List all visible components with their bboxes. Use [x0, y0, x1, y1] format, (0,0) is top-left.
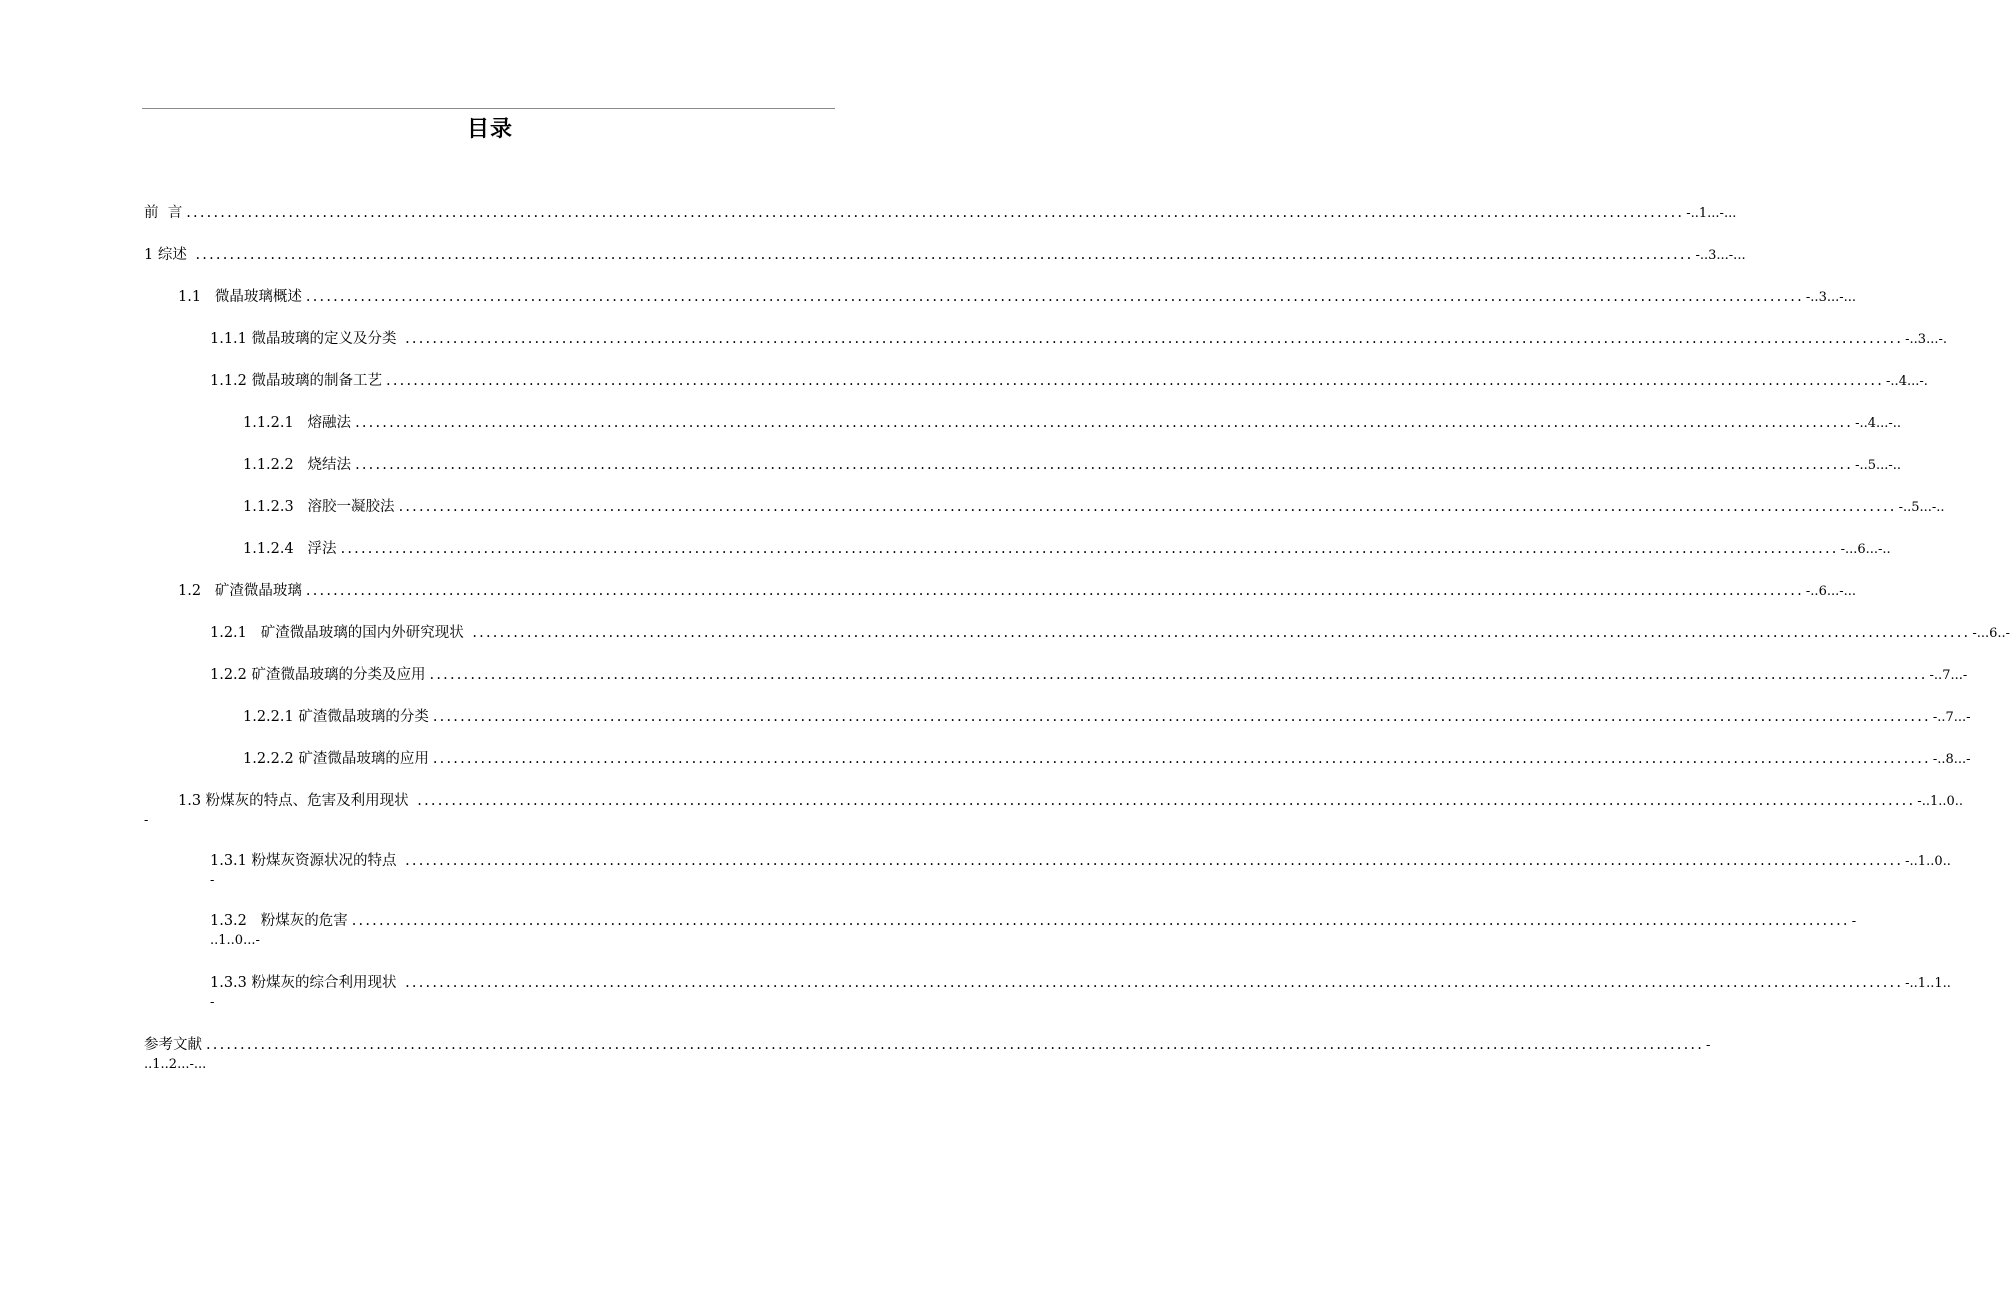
- toc-page-number: -: [1851, 914, 1857, 929]
- toc-entry[interactable]: [243, 410, 1902, 437]
- toc-dot-leader: ............................................................................................................................................................................................................................: [386, 373, 1885, 389]
- toc-page-number: -..3...-...: [1805, 290, 1857, 305]
- toc-entry[interactable]: [210, 368, 1928, 395]
- toc-entry[interactable]: [178, 284, 1857, 311]
- toc-page-number: -...6..-: [1972, 626, 2010, 641]
- toc-entry-label: 1.2.2.1 矿渣微晶玻璃的分类: [243, 709, 429, 725]
- toc-dot-leader: ............................................................................................................................................................................................................................: [355, 415, 1854, 431]
- toc-entry-label: 参考文献: [144, 1037, 202, 1053]
- toc-entry-label: 1.2.1 矿渣微晶玻璃的国内外研究现状: [210, 625, 469, 641]
- toc-dot-leader: ............................................................................................................................................................................................................................: [206, 1037, 1705, 1053]
- toc-dot-leader: ............................................................................................................................................................................................................................: [405, 853, 1904, 869]
- toc-page-number: -..5...-..: [1855, 458, 1902, 473]
- toc-page-number: -..1...-...: [1686, 206, 1737, 221]
- toc-page-number: -..7...-: [1932, 710, 1971, 725]
- toc-entry[interactable]: [144, 200, 1737, 227]
- toc-entry[interactable]: [144, 1032, 1711, 1072]
- toc-page-number: -..1..1..: [1905, 976, 1951, 991]
- toc-entry[interactable]: [210, 662, 1968, 689]
- toc-entry[interactable]: [210, 970, 1951, 1010]
- toc-page-number: -..5...-..: [1898, 500, 1945, 515]
- toc-entry-label: 1.1.2.2 烧结法: [243, 457, 352, 473]
- toc-page-number: -..3...-...: [1695, 248, 1746, 263]
- toc-entry-label: 1.1.2.4 浮法: [243, 541, 337, 557]
- header-rule: [142, 108, 835, 109]
- toc-entry[interactable]: [243, 536, 1891, 563]
- toc-entry[interactable]: [210, 908, 1857, 948]
- toc-page-number: -..1..0..: [1917, 794, 1964, 809]
- toc-dot-leader: ............................................................................................................................................................................................................................: [398, 499, 1897, 515]
- toc-entry[interactable]: [243, 452, 1902, 479]
- toc-entry-label: 1.3.3 粉煤灰的综合利用现状: [210, 975, 402, 991]
- toc-dot-leader: ............................................................................................................................................................................................................................: [432, 709, 1931, 725]
- toc-page-number: -..3...-.: [1905, 332, 1947, 347]
- toc-page-number-continued: ..1..2...-...: [144, 1057, 207, 1072]
- toc-entry-label: 前 言: [144, 205, 183, 221]
- toc-entry[interactable]: [210, 848, 1951, 888]
- toc-dot-leader: ............................................................................................................................................................................................................................: [355, 457, 1854, 473]
- toc-entry[interactable]: [178, 578, 1857, 605]
- toc-entry-label: 1.1 微晶玻璃概述: [178, 289, 302, 305]
- toc-entry-label: 1.1.2.3 溶胶一凝胶法: [243, 499, 395, 515]
- toc-page-number: -..8...-: [1932, 752, 1971, 767]
- toc-dot-leader: ............................................................................................................................................................................................................................: [305, 289, 1804, 305]
- toc-entry-label: 1.3.1 粉煤灰资源状况的特点: [210, 853, 402, 869]
- toc-entry-label: 1 综述: [144, 247, 192, 263]
- toc-page-number-continued: -: [210, 995, 215, 1010]
- toc-page-number-continued: -: [144, 813, 149, 828]
- toc-entry-label: 1.3.2 粉煤灰的危害: [210, 913, 348, 929]
- toc-entry-label: 1.1.2.1 熔融法: [243, 415, 352, 431]
- toc-dot-leader: ............................................................................................................................................................................................................................: [351, 913, 1850, 929]
- toc-dot-leader: ............................................................................................................................................................................................................................: [472, 625, 1971, 641]
- page-title: 目录: [466, 117, 513, 142]
- toc-entry-label: 1.2 矿渣微晶玻璃: [178, 583, 302, 599]
- toc-entry[interactable]: [144, 242, 1746, 269]
- toc-page-number: -..1..0..: [1905, 854, 1951, 869]
- toc-entry[interactable]: [144, 788, 1964, 828]
- toc-entry-label: 1.2.2 矿渣微晶玻璃的分类及应用: [210, 667, 426, 683]
- toc-dot-leader: ............................................................................................................................................................................................................................: [305, 583, 1804, 599]
- toc-page-number-continued: -: [210, 873, 215, 888]
- toc-page-number: -..4...-.: [1886, 374, 1928, 389]
- toc-entry-label: 1.1.1 微晶玻璃的定义及分类: [210, 331, 402, 347]
- toc-entry-label: 1.2.2.2 矿渣微晶玻璃的应用: [243, 751, 429, 767]
- toc-page-number: -..6...-...: [1805, 584, 1857, 599]
- toc-page-number: -: [1706, 1038, 1711, 1053]
- toc-entry-label: 1.1.2 微晶玻璃的制备工艺: [210, 373, 383, 389]
- toc-dot-leader: ............................................................................................................................................................................................................................: [340, 541, 1839, 557]
- toc-page-number: -..7...-: [1929, 668, 1968, 683]
- toc-entry-label: 1.3 粉煤灰的特点、危害及利用现状: [178, 793, 414, 809]
- toc-entry[interactable]: [243, 494, 1945, 521]
- toc-page-number: -...6...-..: [1840, 542, 1891, 557]
- toc-dot-leader: ............................................................................................................................................................................................................................: [195, 247, 1694, 263]
- toc-dot-leader: ............................................................................................................................................................................................................................: [405, 331, 1904, 347]
- toc-entry[interactable]: [243, 704, 1971, 731]
- toc-page-number: -..4...-..: [1855, 416, 1902, 431]
- toc-dot-leader: ............................................................................................................................................................................................................................: [429, 667, 1928, 683]
- toc-dot-leader: ............................................................................................................................................................................................................................: [417, 793, 1916, 809]
- toc-dot-leader: ............................................................................................................................................................................................................................: [432, 751, 1931, 767]
- toc-dot-leader: ............................................................................................................................................................................................................................: [405, 975, 1904, 991]
- toc-entry[interactable]: [210, 326, 1947, 353]
- toc-dot-leader: ............................................................................................................................................................................................................................: [186, 205, 1685, 221]
- toc-entry[interactable]: [243, 746, 1971, 773]
- toc-page-number-continued: ..1..0...-: [210, 933, 260, 948]
- toc-entry[interactable]: [210, 620, 2010, 647]
